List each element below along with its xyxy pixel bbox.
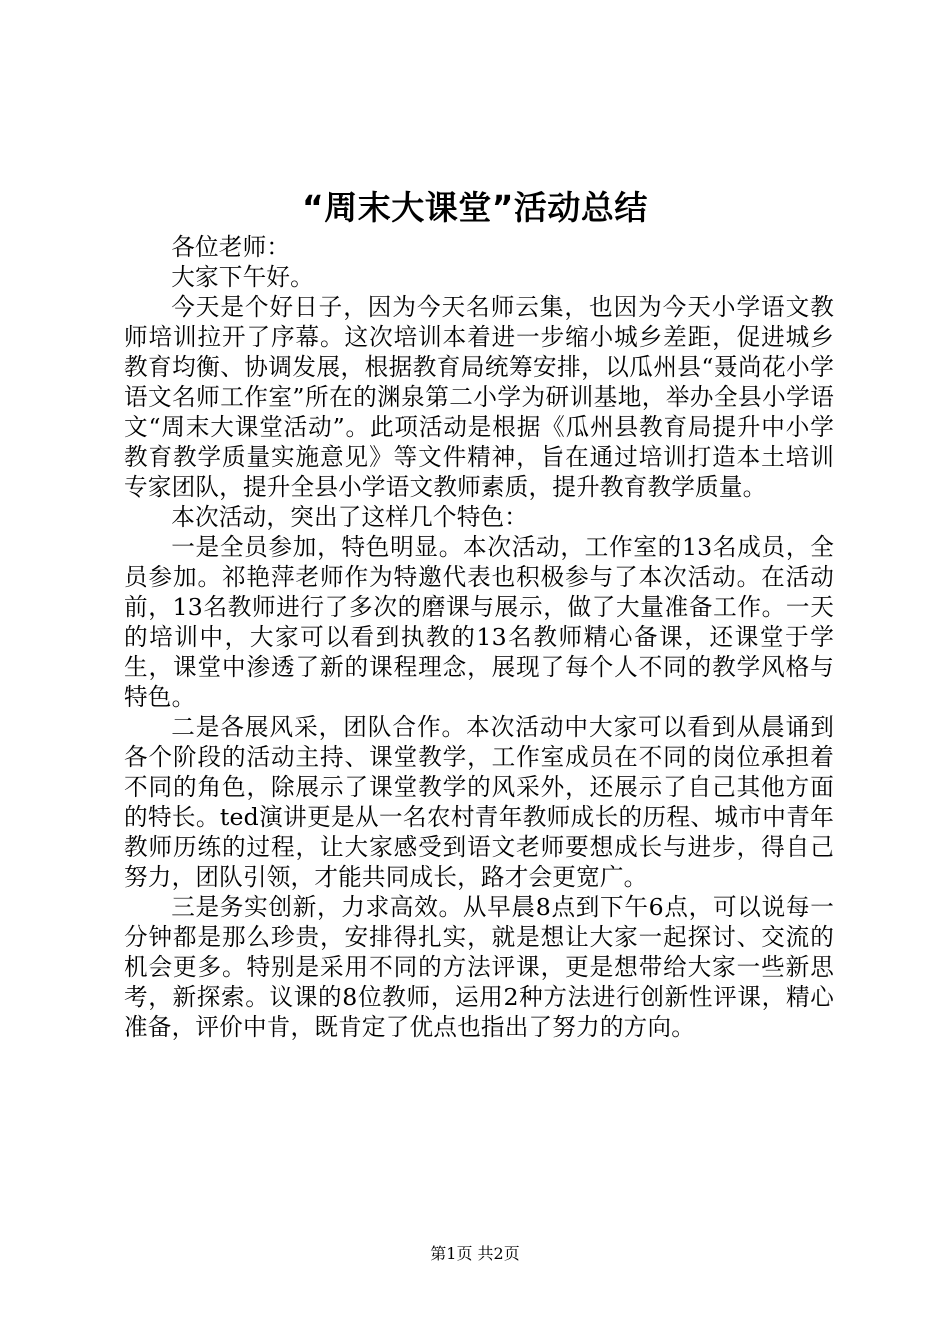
body-paragraph-intro: 今天是个好日子，因为今天名师云集，也因为今天小学语文教师培训拉开了序幕。这次培训本着进一步缩小城乡差距，促进城乡教育均衡、协调发展，根据教育局统筹安排，以瓜州县“聂尚花小学语文名师工作室”所在的渊泉第二小学为研训基地，举办全县小学语文“周末大课堂活动”。此项活动是根据《瓜州县教育局提升中小学教育教学质量实施意见》等文件精神，旨在通过培训打造本土培训专家团队，提升全县小学语文教师素质，提升教育教学质量。	[124, 293, 834, 501]
greeting: 大家下午好。	[171, 263, 314, 291]
page-footer: 第1页 共2页	[430, 1244, 520, 1263]
body-paragraph-feature-3: 三是务实创新，力求高效。从早晨8点到下午6点，可以说每一分钟都是那么珍贵，安排得扎实，就是想让大家一起探讨、交流的机会更多。特别是采用不同的方法评课，更是想带给大家一些新思考，新探索。议课的8位教师，运用2种方法进行创新性评课，精心准备，评价中肯，既肯定了优点也指出了努力的方向。	[124, 893, 834, 1041]
salutation: 各位老师：	[171, 233, 291, 261]
body-paragraph-feature-2: 二是各展风采，团队合作。本次活动中大家可以看到从晨诵到各个阶段的活动主持、课堂教学，工作室成员在不同的岗位承担着不同的角色，除展示了课堂教学的风采外，还展示了自己其他方面的特长。ted演讲更是从一名农村青年教师成长的历程、城市中青年教师历练的过程，让大家感受到语文老师要想成长与进步，得自己努力，团队引领，才能共同成长，路才会更宽广。	[124, 713, 834, 891]
document-body	[124, 232, 834, 1042]
body-paragraph-features-lead: 本次活动，突出了这样几个特色：	[171, 503, 529, 531]
body-paragraph-feature-1: 一是全员参加，特色明显。本次活动，工作室的13名成员，全员参加。祁艳萍老师作为特邀代表也积极参与了本次活动。在活动前，13名教师进行了多次的磨课与展示，做了大量准备工作。一天的培训中，大家可以看到执教的13名教师精心备课，还课堂于学生，课堂中渗透了新的课程理念，展现了每个人不同的教学风格与特色。	[124, 533, 834, 711]
document-title: “周末大课堂”活动总结	[302, 188, 648, 227]
